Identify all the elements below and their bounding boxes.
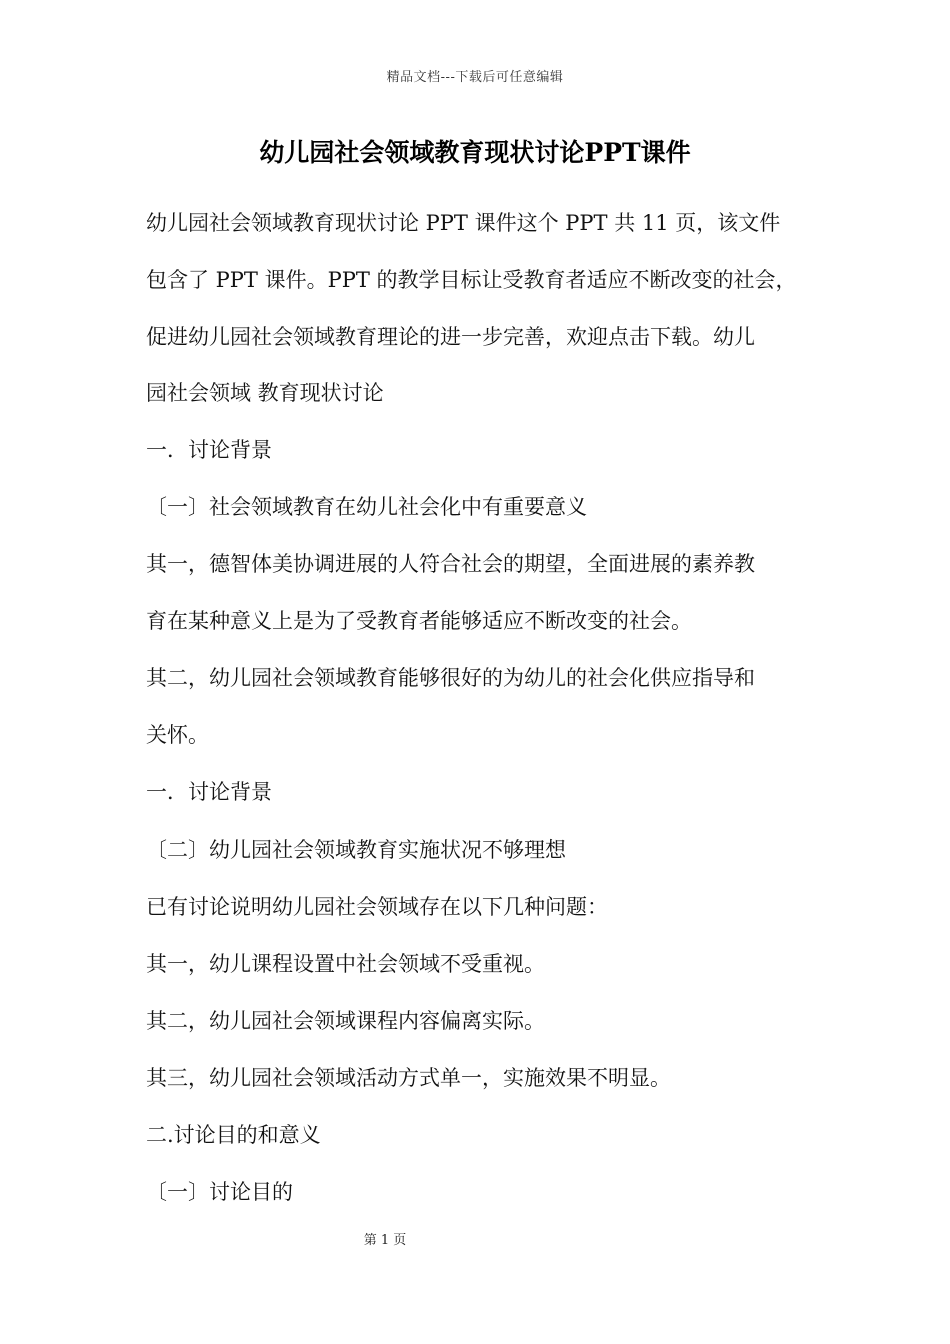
section-heading: 一．讨论背景	[146, 780, 272, 804]
subsection-heading: 〔一〕社会领域教育在幼儿社会化中有重要意义	[146, 495, 587, 519]
paragraph-line: 包含了 PPT 课件。PPT 的教学目标让受教育者适应不断改变的社会，	[146, 268, 797, 292]
page-number: 第 1 页	[363, 1233, 407, 1248]
document-title: 幼儿园社会领域教育现状讨论PPT课件	[259, 138, 691, 167]
paragraph-line: 已有讨论说明幼儿园社会领域存在以下几种问题：	[146, 895, 608, 919]
paragraph-line: 其一，幼儿课程设置中社会领域不受重视。	[146, 952, 545, 976]
paragraph-line: 园社会领域 教育现状讨论	[146, 381, 384, 405]
paragraph-line: 关怀。	[146, 723, 209, 747]
paragraph-line: 其三，幼儿园社会领域活动方式单一，实施效果不明显。	[146, 1066, 671, 1090]
paragraph-line: 幼儿园社会领域教育现状讨论 PPT 课件这个 PPT 共 11 页，该文件	[146, 211, 781, 235]
subsection-heading: 〔二〕幼儿园社会领域教育实施状况不够理想	[146, 838, 566, 862]
paragraph-line: 其一，德智体美协调进展的人符合社会的期望，全面进展的素养教	[146, 552, 755, 576]
page-header: 精品文档---下载后可任意编辑	[386, 70, 564, 85]
paragraph-line: 促进幼儿园社会领域教育理论的进一步完善，欢迎点击下载。幼儿	[146, 325, 755, 349]
section-heading: 一．讨论背景	[146, 438, 272, 462]
subsection-heading: 〔一〕讨论目的	[146, 1180, 293, 1204]
paragraph-line: 其二，幼儿园社会领域教育能够很好的为幼儿的社会化供应指导和	[146, 666, 755, 690]
paragraph-line: 育在某种意义上是为了受教育者能够适应不断改变的社会。	[146, 609, 692, 633]
section-heading: 二.讨论目的和意义	[146, 1123, 321, 1147]
paragraph-line: 其二，幼儿园社会领域课程内容偏离实际。	[146, 1009, 545, 1033]
